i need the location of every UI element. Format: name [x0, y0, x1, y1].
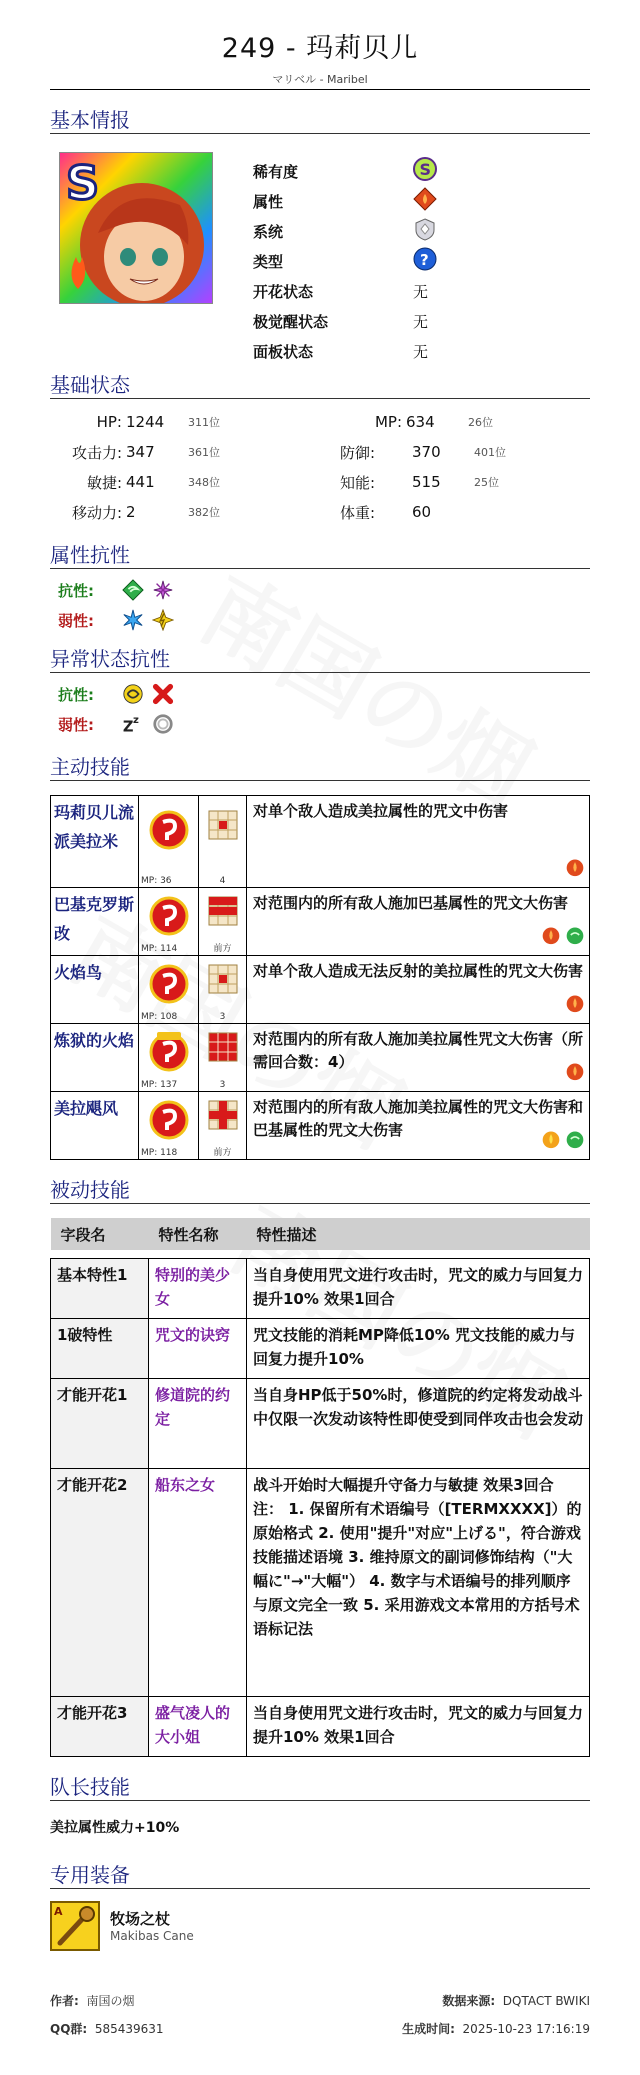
equipment-name: 牧场之杖	[110, 1910, 171, 1928]
stat-weight: 体重: 60	[340, 503, 432, 522]
skill-range-label: 前方	[213, 944, 232, 954]
passive-header: 字段名	[51, 1218, 149, 1250]
passive-desc: 当自身使用咒文进行攻击时，咒文的威力与回复力提升10% 效果1回合	[247, 1258, 590, 1318]
prop-label: 开花状态	[253, 282, 314, 301]
prop-panel	[253, 336, 443, 366]
header	[50, 0, 590, 90]
skill-desc: 对范围内的所有敌人施加美拉属性咒文大伤害（所需回合数：4）	[247, 1024, 590, 1092]
svg-text:Z: Z	[122, 718, 134, 735]
skill-desc: 对范围内的所有敌人施加巴基属性的咒文大伤害	[247, 888, 590, 956]
prop-element	[253, 186, 443, 216]
stat-intelligence: 知能: 515 25位	[340, 473, 499, 492]
prop-value: 无	[413, 312, 429, 331]
passive-row	[51, 1468, 590, 1696]
prop-value: 无	[413, 342, 429, 361]
section-title-elem-resist: 属性抗性	[50, 539, 590, 569]
fire-element-icon	[541, 925, 561, 952]
stat-row	[50, 407, 590, 437]
section-title-equipment: 专用装备	[50, 1859, 590, 1889]
section-title-base-stats: 基础状态	[50, 369, 590, 399]
footer-time: 生成时间: 2025-10-23 17:16:19	[402, 2022, 590, 2036]
stat-defense: 防御: 370 401位	[340, 443, 506, 462]
skill-name: 巴基克罗斯 改	[51, 888, 139, 956]
skill-mp: MP: 137	[141, 1080, 178, 1090]
prop-system	[253, 216, 443, 246]
stat-row	[50, 437, 590, 467]
prop-label: 面板状态	[253, 342, 314, 361]
passive-field: 基本特性1	[51, 1258, 149, 1318]
fire-element-icon	[565, 1061, 585, 1088]
character-avatar	[59, 152, 213, 304]
prop-awaken	[253, 306, 443, 336]
skill-range	[199, 888, 247, 956]
skill-name: 火焰鸟	[51, 956, 139, 1024]
skill-range-label: 前方	[213, 1148, 232, 1158]
wind-element-icon	[565, 1129, 585, 1156]
skill-range	[199, 1024, 247, 1092]
fire-element-icon	[565, 857, 585, 884]
skill-row	[51, 796, 590, 888]
stat-mp: MP: 634 26位	[374, 413, 493, 431]
skill-range-label: 3	[219, 1012, 226, 1022]
skill-desc: 对范围内的所有敌人施加美拉属性的咒文大伤害和巴基属性的咒文大伤害	[247, 1092, 590, 1160]
footer-row	[50, 1987, 590, 2015]
passive-field: 才能开花2	[51, 1468, 149, 1696]
resist-label: 抗性:	[58, 685, 94, 704]
passive-name: 盛气凌人的大小姐	[149, 1696, 247, 1756]
passive-field: 1破特性	[51, 1318, 149, 1378]
spell-icon	[139, 796, 199, 888]
skill-range	[199, 796, 247, 888]
equipment-names	[110, 1908, 194, 1943]
passive-desc: 战斗开始时大幅提升守备力与敏捷 效果3回合 注： 1. 保留所有术语编号（[TERMXXXX]）的原始格式 2. 使用"提升"对应"上げる"，符合游戏技能描述语境 3. 维持原文的副词修饰结构（"大幅に"→"大幅"） 4. 数字与术语编号的排列顺序与原文完全一致 5. 采用游戏文本常用的方括号术语标记法	[247, 1468, 590, 1696]
rarity-s-icon	[413, 157, 443, 185]
passive-header: 特性名称	[149, 1218, 247, 1250]
passive-row	[51, 1258, 590, 1318]
stat-attack: 攻击力: 347 361位	[71, 443, 220, 462]
stun-status-icon	[122, 682, 152, 706]
elem-resist-row	[50, 575, 590, 605]
wind-element-icon	[122, 578, 152, 602]
passive-name: 船东之女	[149, 1468, 247, 1696]
prop-bloom	[253, 276, 443, 306]
stat-agility: 敏捷: 441 348位	[86, 473, 220, 492]
fire-element-icon	[541, 1129, 561, 1156]
skill-range	[199, 956, 247, 1024]
prop-value: 无	[413, 282, 429, 301]
skill-desc: 对单个敌人造成美拉属性的咒文中伤害	[247, 796, 590, 888]
prop-type	[253, 246, 443, 276]
weak-label: 弱性:	[58, 715, 94, 734]
stats-grid	[50, 407, 590, 527]
footer-source: 数据来源: DQTACT BWIKI	[442, 1994, 590, 2008]
passive-name: 咒文的诀窍	[149, 1318, 247, 1378]
footer-qq: QQ群: 585439631	[50, 2022, 164, 2036]
passive-skills-table	[50, 1218, 590, 1757]
fire-element-icon	[413, 187, 443, 215]
skill-mp: MP: 114	[141, 944, 178, 954]
passive-field: 才能开花1	[51, 1378, 149, 1468]
staff-icon	[50, 1901, 100, 1951]
skill-name: 玛莉贝儿流派美拉米	[51, 796, 139, 888]
svg-text:z: z	[133, 715, 139, 727]
stat-hp: HP: 1244 311位	[96, 413, 220, 431]
section-title-leader-skill: 队长技能	[50, 1771, 590, 1801]
fire-element-icon	[565, 993, 585, 1020]
elem-weak-row	[50, 605, 590, 635]
wind-element-icon	[565, 925, 585, 952]
basic-info	[50, 152, 590, 361]
passive-name: 特别的美少女	[149, 1258, 247, 1318]
ring-status-icon	[152, 712, 182, 736]
spell-icon	[139, 1092, 199, 1160]
section-title-status-resist: 异常状态抗性	[50, 643, 590, 673]
passive-row	[51, 1378, 590, 1468]
spell-icon	[139, 888, 199, 956]
status-resist-row	[50, 679, 590, 709]
stat-move: 移动力: 2 382位	[71, 503, 220, 522]
prop-rarity	[253, 156, 443, 186]
basic-props	[253, 156, 443, 361]
skill-mp: MP: 118	[141, 1148, 178, 1158]
page-title: 249 - 玛莉贝儿	[221, 33, 419, 64]
svg-text:S: S	[66, 156, 100, 210]
skill-row	[51, 1092, 590, 1160]
question-icon	[413, 247, 443, 275]
prop-label: 属性	[253, 192, 284, 211]
spell-icon	[139, 1024, 199, 1092]
resist-label: 抗性:	[58, 581, 94, 600]
section-title-active-skills: 主动技能	[50, 751, 590, 781]
spell-icon	[139, 956, 199, 1024]
section-title-basic-info: 基本情报	[50, 104, 590, 134]
page-subtitle: マリベル - Maribel	[272, 73, 368, 86]
skill-range	[199, 1092, 247, 1160]
passive-desc: 当自身HP低于50%时，修道院的约定将发动战斗中仅限一次发动该特性即使受到同伴攻击也会发动	[247, 1378, 590, 1468]
skill-name: 美拉飓风	[51, 1092, 139, 1160]
stat-row	[50, 497, 590, 527]
passive-name: 修道院的约定	[149, 1378, 247, 1468]
skill-range-label: 4	[219, 876, 226, 886]
footer	[50, 1987, 590, 2043]
prop-label: 类型	[253, 252, 284, 271]
passive-row	[51, 1696, 590, 1756]
sleep-status-icon	[122, 712, 152, 736]
ice-element-icon	[122, 608, 152, 632]
active-skills-table	[50, 795, 590, 1160]
passive-row	[51, 1318, 590, 1378]
skill-name: 炼狱的火焰	[51, 1024, 139, 1092]
passive-header: 特性描述	[247, 1218, 590, 1250]
svg-text:S: S	[419, 160, 432, 179]
prop-label: 稀有度	[253, 162, 299, 181]
star-element-icon	[152, 578, 182, 602]
passive-desc: 当自身使用咒文进行攻击时，咒文的威力与回复力提升10% 效果1回合	[247, 1696, 590, 1756]
equipment-name-en: Makibas Cane	[110, 1929, 194, 1943]
skill-mp: MP: 108	[141, 1012, 178, 1022]
leader-skill-text: 美拉属性威力+10%	[50, 1819, 180, 1836]
prop-label: 极觉醒状态	[253, 312, 329, 331]
stat-row	[50, 467, 590, 497]
skill-row	[51, 1024, 590, 1092]
section-title-passive-skills: 被动技能	[50, 1174, 590, 1204]
skill-mp: MP: 36	[141, 876, 172, 886]
svg-text:?: ?	[420, 251, 429, 269]
skill-row	[51, 956, 590, 1024]
thunder-element-icon	[152, 608, 182, 632]
footer-author: 作者: 南国の烟	[50, 1994, 135, 2008]
passive-header-row	[51, 1218, 590, 1250]
page	[50, 0, 590, 2043]
cross-status-icon	[152, 682, 182, 706]
shield-icon	[413, 217, 443, 245]
passive-field: 才能开花3	[51, 1696, 149, 1756]
footer-row	[50, 2015, 590, 2043]
skill-range-label: 3	[219, 1080, 226, 1090]
status-weak-row	[50, 709, 590, 739]
skill-desc: 对单个敌人造成无法反射的美拉属性的咒文大伤害	[247, 956, 590, 1024]
weak-label: 弱性:	[58, 611, 94, 630]
equipment-item[interactable]	[50, 1901, 590, 1951]
skill-row	[51, 888, 590, 956]
passive-desc: 咒文技能的消耗MP降低10% 咒文技能的威力与回复力提升10%	[247, 1318, 590, 1378]
svg-text:A: A	[54, 1904, 63, 1918]
prop-label: 系统	[253, 222, 284, 241]
